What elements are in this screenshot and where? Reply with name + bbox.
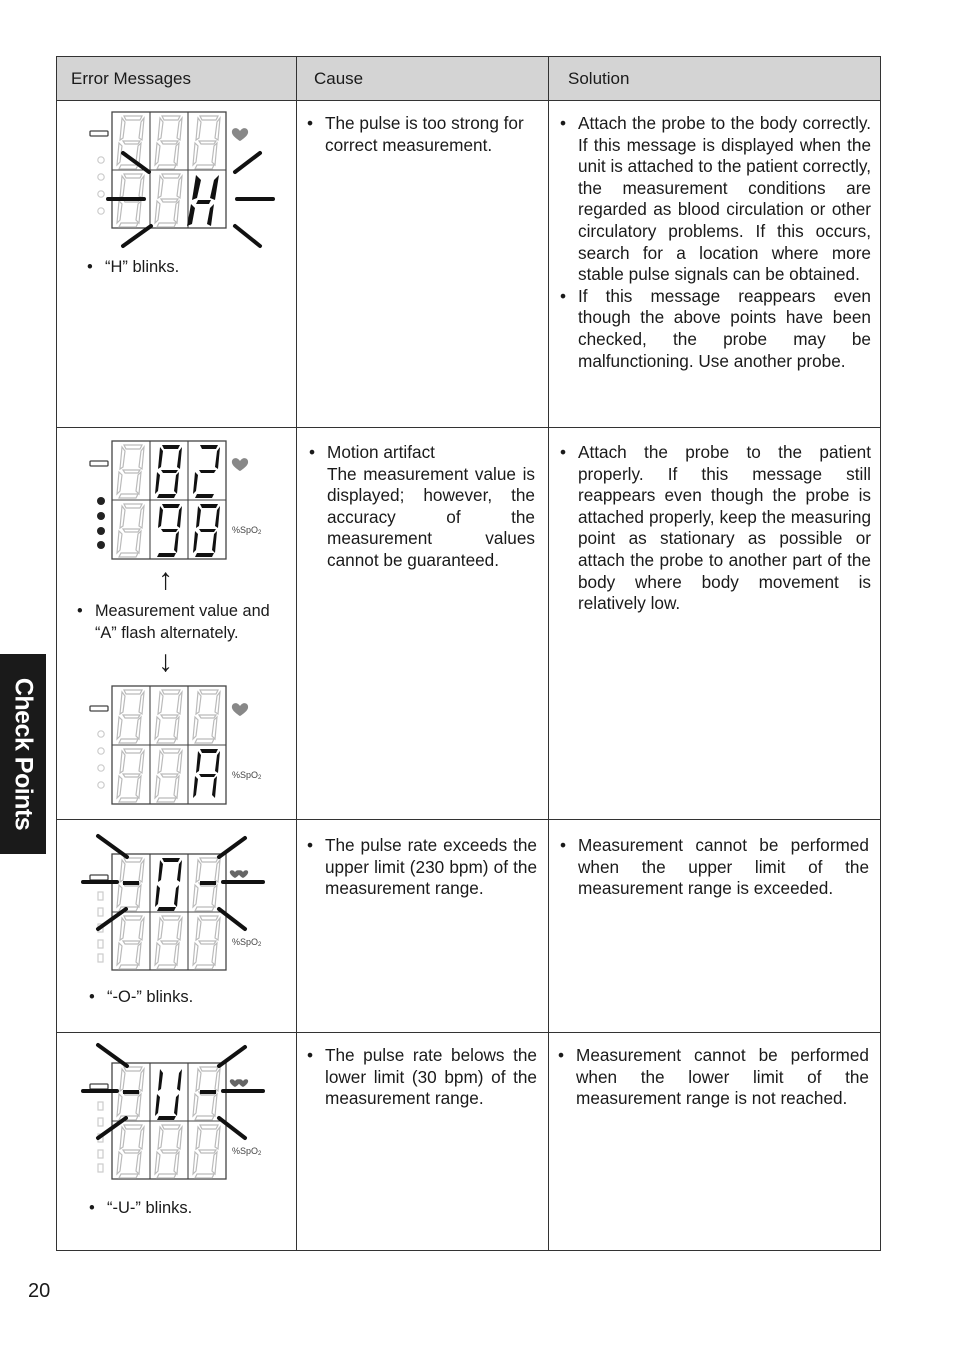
solution-item: • If this message reappears even though the above points have been checked, the probe may be malfunctioning. Use another probe.	[558, 286, 871, 372]
lcd-display-o	[80, 830, 280, 985]
row3-label: • “-O-” blinks.	[89, 988, 194, 1006]
column-divider	[296, 57, 297, 1250]
row1-label: • “H” blinks.	[87, 258, 180, 276]
row1-solution	[558, 113, 871, 372]
row-divider	[57, 427, 880, 428]
side-tab	[0, 654, 46, 854]
svg-text:%SpO2: %SpO2	[232, 1146, 262, 1157]
arrow-up-icon: ↑	[158, 563, 173, 596]
row4-cause	[305, 1045, 537, 1110]
arrow-down-icon: ↓	[158, 645, 173, 678]
lcd-display-a	[80, 682, 280, 812]
row2-label: • Measurement value and “A” flash alternately.	[77, 602, 270, 642]
column-divider	[548, 57, 549, 1250]
cause-item	[307, 442, 535, 572]
svg-text:%SpO2: %SpO2	[232, 770, 262, 781]
header-cause: Cause	[314, 69, 364, 88]
cause-body: The measurement value is displayed; however, the accuracy of the measurement values cannot be guaranteed.	[327, 463, 535, 570]
cause-item: • The pulse rate belows the lower limit (30 bpm) of the measurement range.	[305, 1045, 537, 1110]
table-header	[57, 57, 880, 101]
cause-item: • The pulse rate exceeds the upper limit (230 bpm) of the measurement range.	[305, 835, 537, 900]
row4-label: • “-U-” blinks.	[89, 1199, 193, 1217]
row3-cause	[305, 835, 537, 900]
solution-item: • Attach the probe to the body correctly. If this message is displayed when the unit is attached to the patient correctly, the measurement conditions are regarded as blood circulation or other circulatory problems. If this occurs, search for a location where more stable pulse signals can be obtained.	[558, 113, 871, 286]
side-tab-label: Check Points	[9, 677, 38, 831]
row3-solution	[558, 835, 869, 900]
row1-cause	[305, 113, 533, 156]
solution-item: • Attach the probe to the patient properly. If this message still reappears even though the probe is attached properly, keep the measuring point as stationary as possible or attach the probe to another part of the body where body movement is relatively low.	[558, 442, 871, 615]
header-solution: Solution	[568, 69, 630, 88]
svg-text:%SpO2: %SpO2	[232, 937, 262, 948]
row4-solution	[556, 1045, 869, 1110]
row-divider	[57, 1032, 880, 1033]
row-divider	[57, 819, 880, 820]
solution-item: • Measurement cannot be performed when the lower limit of the measurement range is not reached.	[556, 1045, 869, 1110]
lcd-display-h	[80, 108, 280, 263]
row2-solution	[558, 442, 871, 615]
lcd-display-82-98	[80, 437, 280, 567]
header-error-messages: Error Messages	[71, 69, 191, 88]
page-number: 20	[28, 1280, 51, 1302]
row2-cause	[307, 442, 535, 572]
lcd-display-u	[80, 1040, 280, 1195]
svg-text:%SpO2: %SpO2	[232, 525, 262, 536]
cause-item: • The pulse is too strong for correct measurement.	[305, 113, 533, 156]
cause-title: Motion artifact	[327, 442, 435, 462]
solution-item: • Measurement cannot be performed when the upper limit of the measurement range is exceeded.	[558, 835, 869, 900]
